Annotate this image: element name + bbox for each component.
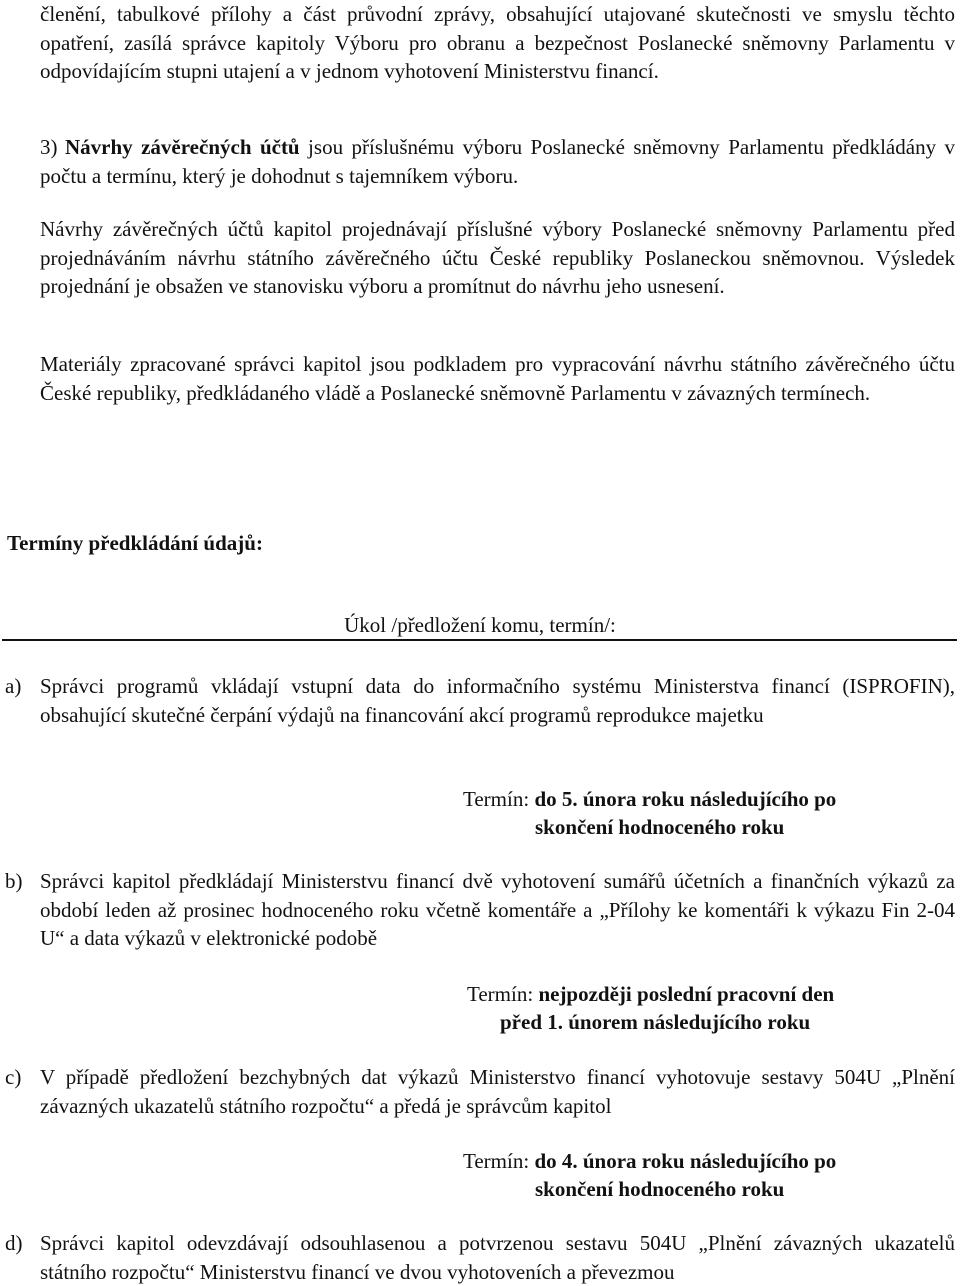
task-b-text: Správci kapitol předkládají Ministerstvu financí dvě vyhotovení sumářů účetních a finančních výkazů za období leden až prosinec hodnoceného roku včetně komentáře a „Přílohy ke komentáři k výkazu Fin 2-04 U“ a data výkazů v elektronické podobě: [40, 869, 955, 950]
item-3-paragraph: [40, 133, 955, 190]
task-a-deadline-line2: skončení hodnoceného roku: [535, 815, 785, 839]
item-3-number: 3): [40, 135, 58, 159]
task-d-marker: d): [5, 1231, 23, 1255]
task-d-text: Správci kapitol odevzdávají odsouhlasenou a potvrzenou sestavu 504U „Plnění závazných ukazatelů státního rozpočtu“ Ministerstvu financí ve dvou vyhotoveních a převezmou: [40, 1231, 955, 1284]
item-3-text: jsou příslušnému výboru Poslanecké sněmovny Parlamentu předkládány v počtu a termínu, který je dohodnut s tajemníkem výboru.: [40, 135, 955, 188]
task-a-deadline-value: do 5. února roku následujícího po: [534, 787, 837, 811]
committee-paragraph: Návrhy závěrečných účtů kapitol projednávají příslušné výbory Poslanecké sněmovny Parlamentu před projednáváním návrhu státního závěrečného účtu České republiky Poslaneckou sněmovnou. Výsledek projednání je obsažen ve stanovisku výboru a promítnut do návrhu jeho usnesení.: [40, 217, 955, 298]
task-b-marker: b): [5, 869, 23, 893]
column-label: Úkol /předložení komu, termín/:: [344, 613, 616, 637]
task-b-deadline-line2: před 1. únorem následujícího roku: [500, 1010, 811, 1034]
intro-paragraph-continued: členění, tabulkové přílohy a část průvodní zprávy, obsahující utajované skutečnosti ve smyslu těchto opatření, zasílá správce kapitoly Výboru pro obranu a bezpečnost Poslanecké sněmovny Parlamentu v odpovídajícím stupni utajení a v jednom vyhotovení Ministerstvu financí.: [40, 2, 955, 83]
task-b-deadline-prefix: Termín:: [467, 982, 539, 1006]
task-b-deadline-line1: [467, 980, 834, 1009]
task-a-deadline-prefix: Termín:: [463, 787, 535, 811]
task-c-deadline-prefix: Termín:: [463, 1149, 535, 1173]
item-3-bold-term: Návrhy závěrečných účtů: [65, 135, 300, 159]
task-c-marker: c): [5, 1065, 22, 1089]
task-a-marker: a): [5, 674, 22, 698]
task-a-text: Správci programů vkládají vstupní data do informačního systému Ministerstva financí (ISPROFIN), obsahující skutečné čerpání výdajů na financování akcí programů reprodukce majetku: [40, 674, 955, 727]
task-c-deadline-line2: skončení hodnoceného roku: [535, 1177, 785, 1201]
task-b-deadline-value: nejpozději poslední pracovní den: [538, 982, 835, 1006]
task-c-text: V případě předložení bezchybných dat výkazů Ministerstvo financí vyhotovuje sestavy 504U „Plnění závazných ukazatelů státního rozpočtu“ a předá je správcům kapitol: [40, 1065, 955, 1118]
task-c-deadline-value: do 4. února roku následujícího po: [534, 1149, 837, 1173]
task-c-deadline-line1: [463, 1147, 836, 1176]
section-heading: Termíny předkládání údajů:: [7, 531, 263, 555]
task-a-deadline-line1: [463, 785, 960, 814]
divider: [2, 639, 957, 641]
materials-paragraph: Materiály zpracované správci kapitol jsou podkladem pro vypracování návrhu státního závěrečného účtu České republiky, předkládaného vládě a Poslanecké sněmovně Parlamentu v závazných termínech.: [40, 352, 955, 405]
